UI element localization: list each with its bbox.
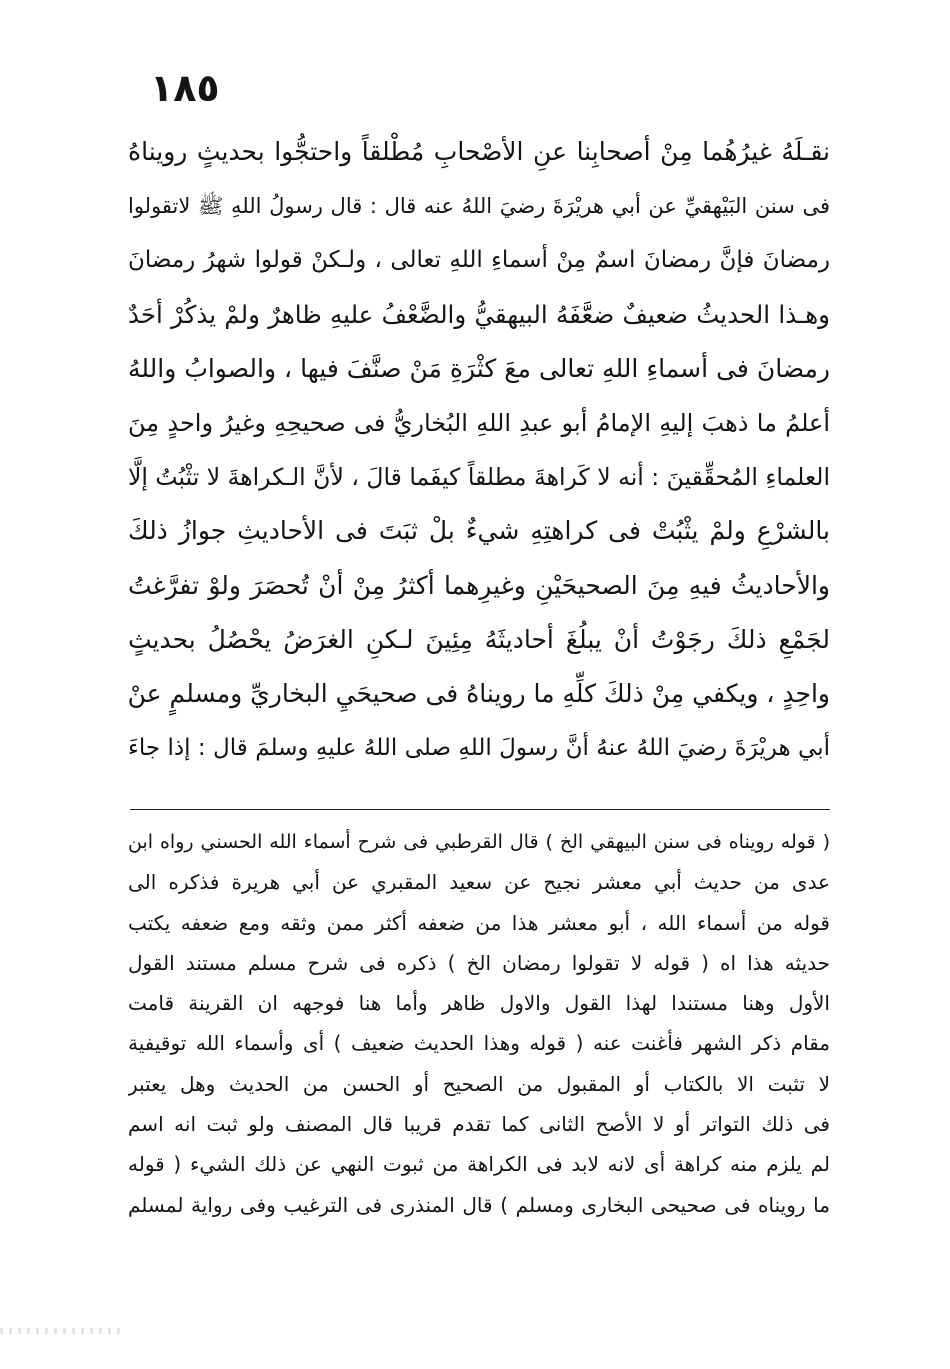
main-text-line: رمضانَ فى أسماءِ اللهِ تعالى معَ كثْرَةِ مَنْ صنَّفَ فيها ، والصوابُ واللهُ bbox=[128, 353, 830, 383]
footnote-line: لم يلزم منه كراهة أى لانه لابد فى الكراهة من ثبوت النهي عن ذلك الشيء ( قوله bbox=[128, 1152, 830, 1177]
page-number: ١٨٥ bbox=[150, 66, 220, 110]
footnote-line: ما رويناه فى صحيحى البخارى ومسلم ) قال المنذرى فى الترغيب وفى رواية لمسلم bbox=[128, 1192, 830, 1217]
main-text-line: أبي هريْرَةَ رضيَ اللهُ عنهُ أنَّ رسولَ اللهِ صلى اللهُ عليهِ وسلمَ قال : إذا جاءَ bbox=[128, 735, 830, 762]
main-text-line: رمضانَ فإنَّ رمضانَ اسمٌ مِنْ أسماءِ اللهِ تعالى ، ولـكنْ قولوا شهرُ رمضانَ bbox=[128, 247, 830, 274]
main-text-line: واحِدٍ ، ويكفي مِنْ ذلكَ كلِّهِ ما رويناهُ فى صحيحَيِ البخاريِّ ومسلمٍ عنْ bbox=[128, 678, 830, 708]
footnote-line: مقام ذكر الشهر فأغنت عنه ( قوله وهذا الحديث ضعيف ) أى وأسماء الله توقيفية bbox=[128, 1031, 830, 1056]
footnotes-block bbox=[128, 822, 830, 1225]
main-text-line: وهـذا الحديثُ ضعيفٌ ضعَّفَهُ البيهقيُّ والضَّعْفُ عليهِ ظاهرٌ ولمْ يذكُرْ أحَدٌ bbox=[128, 299, 830, 329]
footnote-line: ( قوله رويناه فى سنن البيهقي الخ ) قال القرطبي فى شرح أسماء الله الحسني رواه ابن bbox=[128, 831, 830, 853]
main-text-line: لجَمْعِ ذلكَ رجَوْتُ أنْ يبلُغَ أحاديثَهُ مِئِينَ لـكنِ الغرَضُ يحْصُلُ بحديثٍ bbox=[128, 624, 830, 654]
footnote-line: فى ذلك التواتر أو لا الأصح الثانى كما تقدم قريبا قال المصنف ولو ثبت انه اسم bbox=[128, 1112, 830, 1137]
main-text-block bbox=[128, 125, 830, 775]
main-text-line: نقـلَهُ غيرُهُما مِنْ أصحابِنا عنِ الأصْحابِ مُطْلقاً واحتجُّوا بحديثٍ رويناهُ bbox=[128, 137, 830, 166]
footnote-line: لا تثبت الا بالكتاب أو المقبول من الصحيح أو الحسن من الحديث وهل يعتبر bbox=[128, 1071, 830, 1096]
main-text-line: بالشرْعِ ولمْ يثْبُتْ فى كراهتِهِ شيءٌ بلْ ثبَتَ فى الأحاديثِ جوازُ ذلكَ bbox=[128, 516, 830, 546]
scan-artifact bbox=[0, 1328, 120, 1334]
footnote-divider bbox=[130, 809, 830, 810]
footnote-line: حديثه هذا اه ( قوله لا تقولوا رمضان الخ ) ذكره فى شرح مسلم مستند القول bbox=[128, 950, 830, 975]
main-text-line: والأحاديثُ فيهِ مِنَ الصحيحَيْنِ وغيرِهما أكثرُ مِنْ أنْ تُحصَرَ ولوْ تفرَّغتُ bbox=[128, 570, 830, 600]
main-text-line: العلماءِ المُحقِّقينَ : أنه لا كَراهةَ مطلقاً كيفَما قالَ ، لأنَّ الـكراهةَ لا تثْبُتُ إلَّا bbox=[128, 463, 830, 492]
footnote-line: عدى من حديث أبي معشر نجيح عن سعيد المقبري عن أبي هريرة فذكره الى bbox=[128, 870, 830, 895]
main-text-line: فى سنن البَيْهقيِّ عن أبي هريْرَةَ رضيَ اللهُ عنه قال : قال رسولُ اللهِ ﷺ لاتقولوا bbox=[128, 194, 830, 219]
footnote-line: الأول وهنا مستندا لهذا القول والاول ظاهر وأما هنا فوجهه ان القرينة قامت bbox=[128, 991, 830, 1016]
footnote-line: قوله من أسماء الله ، أبو معشر هذا من ضعفه أكثر ممن وثقه ومع ضعفه يكتب bbox=[128, 910, 830, 935]
main-text-line: أعلمُ ما ذهبَ إليهِ الإمامُ أبو عبدِ اللهِ البُخاريُّ فى صحيحِهِ وغيرُ واحدٍ مِنَ bbox=[128, 408, 830, 437]
